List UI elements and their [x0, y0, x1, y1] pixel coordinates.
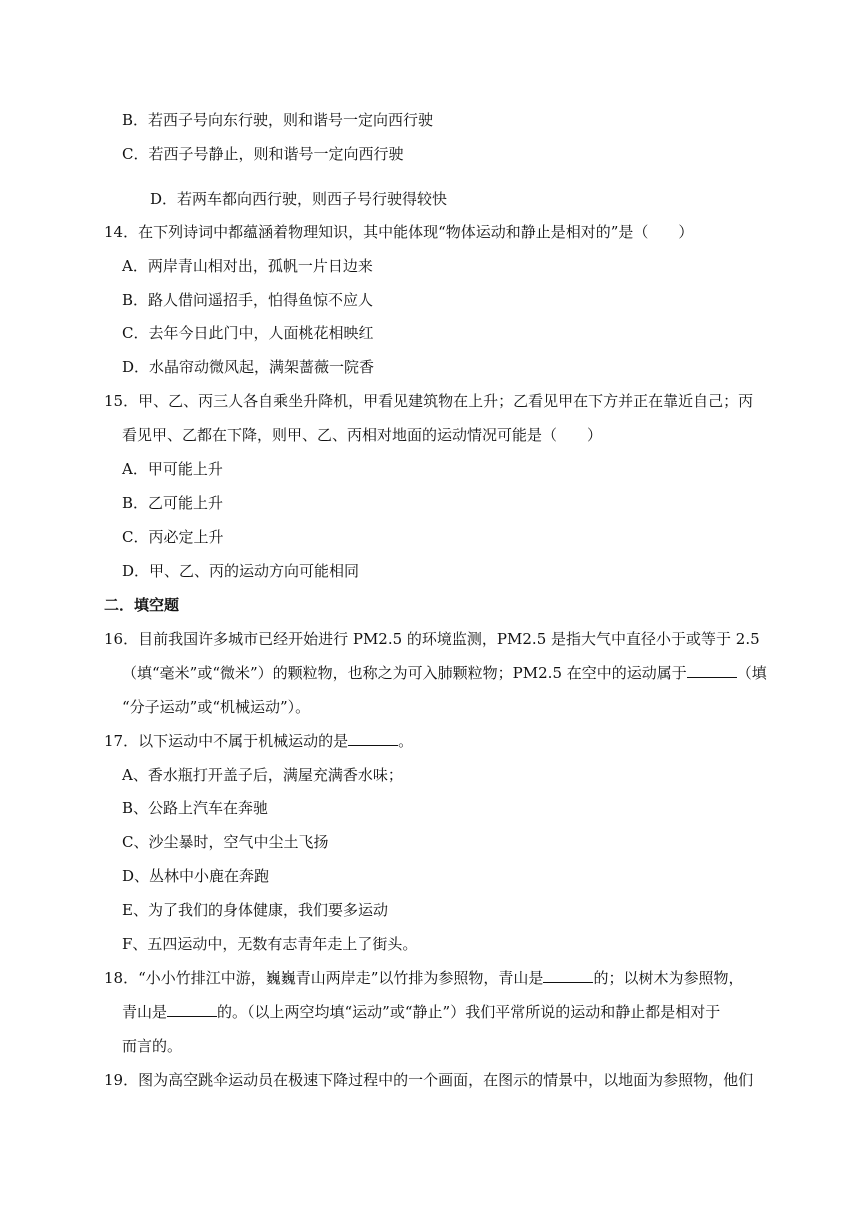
q18-line3: 而言的。: [122, 1037, 183, 1055]
q17-option-c: C、沙尘暴时，空气中尘土飞扬: [122, 833, 329, 851]
q15-option-a: A．甲可能上升: [122, 460, 223, 478]
answer-blank[interactable]: [543, 968, 593, 983]
q17-stem-tail: 。: [398, 732, 414, 750]
q18-line1-tail: 的；以树木为参照物，: [593, 969, 744, 987]
q16-line2: [122, 663, 767, 683]
q17-option-a: A、香水瓶打开盖子后，满屋充满香水味；: [122, 766, 403, 784]
q17-option-e: E、为了我们的身体健康，我们要多运动: [122, 901, 388, 919]
answer-blank[interactable]: [687, 663, 737, 678]
q18-line1: [104, 968, 743, 988]
q15-stem-line1: 15．甲、乙、丙三人各自乘坐升降机，甲看见建筑物在上升；乙看见甲在下方并正在靠近自己；丙: [104, 392, 754, 410]
q15-option-c: C．丙必定上升: [122, 528, 224, 546]
q15-stem-line2: 看见甲、乙都在下降，则甲、乙、丙相对地面的运动情况可能是（ ）: [122, 426, 603, 444]
q19-line1: 19．图为高空跳伞运动员在极速下降过程中的一个画面，在图示的情景中，以地面为参照物，他们: [104, 1071, 754, 1089]
prev-option-b: B．若西子号向东行驶，则和谐号一定向西行驶: [122, 111, 434, 129]
q14-stem: 14．在下列诗词中都蕴涵着物理知识，其中能体现“物体运动和静止是相对的”是（ ）: [104, 223, 694, 241]
prev-option-c: C．若西子号静止，则和谐号一定向西行驶: [122, 145, 404, 163]
q15-option-b: B．乙可能上升: [122, 494, 224, 512]
q18-line2: [122, 1002, 720, 1022]
q17-option-f: F、五四运动中，无数有志青年走上了街头。: [122, 935, 418, 953]
q16-line3: “分子运动”或“机械运动”）。: [122, 698, 311, 716]
q18-line2-text: 青山是: [122, 1003, 168, 1021]
q17-option-b: B、公路上汽车在奔驰: [122, 799, 269, 817]
answer-blank[interactable]: [348, 731, 398, 746]
q18-line2-tail: 的。（以上两空均填“运动”或“静止”）我们平常所说的运动和静止都是相对于: [217, 1003, 721, 1021]
q15-option-d: D．甲、乙、丙的运动方向可能相同: [122, 562, 360, 580]
section-title: 二．填空题: [104, 596, 180, 614]
q18-line1-text: 18．“小小竹排江中游，巍巍青山两岸走”以竹排为参照物，青山是: [104, 969, 544, 987]
q14-option-a: A．两岸青山相对出，孤帆一片日边来: [122, 257, 373, 275]
prev-option-d: D．若两车都向西行驶，则西子号行驶得较快: [150, 190, 448, 208]
q14-option-c: C．去年今日此门中，人面桃花相映红: [122, 324, 374, 342]
answer-blank[interactable]: [167, 1002, 217, 1017]
q14-option-b: B．路人借问遥招手，怕得鱼惊不应人: [122, 291, 374, 309]
q17-stem-text: 17．以下运动中不属于机械运动的是: [104, 732, 349, 750]
q16-line1: 16．目前我国许多城市已经开始进行 PM2.5 的环境监测，PM2.5 是指大气中直径小于或等于 2.5: [104, 630, 760, 648]
q16-line2-text: （填“毫米”或“微米”）的颗粒物，也称之为可入肺颗粒物；PM2.5 在空中的运动属于: [122, 664, 687, 682]
q17-stem: [104, 731, 413, 751]
q14-option-d: D．水晶帘动微风起，满架蔷薇一院香: [122, 358, 375, 376]
q17-option-d: D、丛林中小鹿在奔跑: [122, 867, 270, 885]
q16-line2-tail: （填: [736, 664, 767, 682]
